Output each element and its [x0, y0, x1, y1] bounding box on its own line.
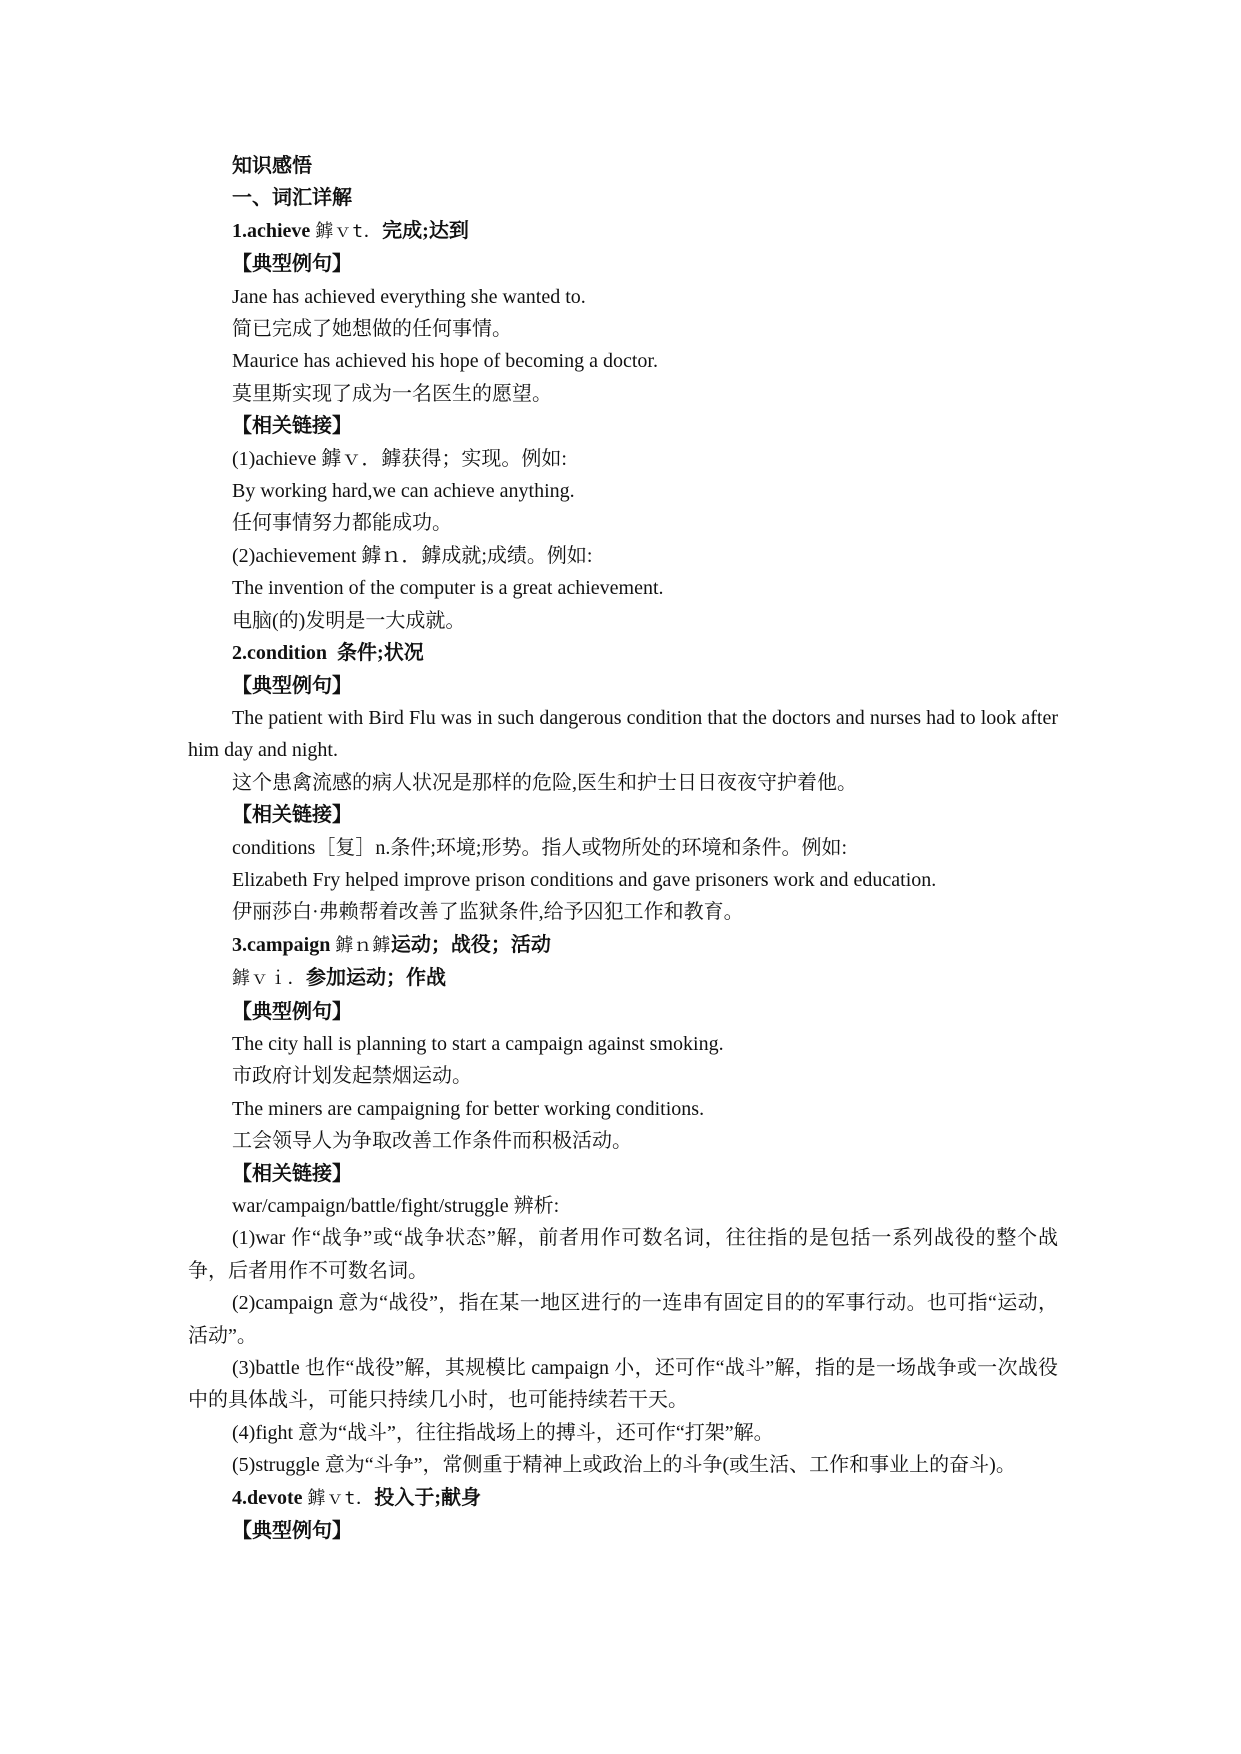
link-line: 任何事情努力都能成功。: [232, 512, 452, 535]
example-label: 【典型例句】: [232, 674, 352, 697]
document-body: [188, 150, 1058, 1547]
link-line: By working hard,we can achieve anything.: [232, 480, 575, 503]
section-heading: 知识感悟: [232, 155, 312, 177]
example-translation: 工会领导人为争取改善工作条件而积极活动。: [232, 1130, 632, 1153]
vocab-entry-campaign-verb: [188, 962, 1058, 995]
link-intro: war/campaign/battle/fight/struggle 辨析:: [232, 1195, 560, 1217]
example-label: 【典型例句】: [232, 253, 352, 276]
example-paragraph: The patient with Bird Flu was in such dangerous condition that the doctors and nurses had to look after him day and night.: [188, 706, 1058, 762]
entry-meaning: 条件;状况: [337, 642, 424, 665]
link-label: 【相关链接】: [232, 1162, 352, 1185]
part-of-speech: 鎼ｖt．: [307, 1487, 375, 1509]
link-line: 伊丽莎白·弗赖帮着改善了监狱条件,给予囚犯工作和教育。: [232, 901, 744, 924]
vocab-entry-achieve: [188, 215, 1058, 248]
entry-word: 4.devote: [232, 1486, 303, 1509]
vocab-entry-campaign: [188, 929, 1058, 962]
link-paragraph: (1)war 作“战争”或“战争状态”解，前者用作可数名词，往往指的是包括一系列战役的整个战争，后者用作不可数名词。: [188, 1227, 1058, 1282]
entry-meaning: 运动；战役；活动: [390, 933, 551, 956]
example-label: 【典型例句】: [232, 1520, 352, 1543]
example-translation: 这个患禽流感的病人状况是那样的危险,医生和护士日日夜夜守护着他。: [232, 771, 857, 794]
example-label: 【典型例句】: [232, 1000, 352, 1023]
entry-word: 1.achieve: [232, 219, 311, 242]
part-of-speech: 鎼ｖｉ．: [232, 968, 306, 990]
example-sentence: The city hall is planning to start a campaign against smoking.: [232, 1032, 724, 1055]
vocab-entry-devote: [188, 1482, 1058, 1515]
link-label: 【相关链接】: [232, 415, 352, 438]
vocab-entry-condition: [188, 637, 1058, 669]
link-label: 【相关链接】: [232, 804, 352, 827]
part-of-speech: 鎼ｖt．: [315, 220, 383, 242]
link-line: 电脑(的)发明是一大成就。: [232, 609, 466, 632]
entry-meaning: 参加运动；作战: [306, 967, 446, 990]
link-paragraph: (2)campaign 意为“战役”，指在某一地区进行的一连串有固定目的的军事行动。也可指“运动，活动”。: [188, 1292, 1058, 1347]
entry-meaning: 完成;达到: [382, 219, 469, 242]
entry-meaning: 投入于;献身: [374, 1486, 482, 1509]
link-line: Elizabeth Fry helped improve prison conditions and gave prisoners work and education.: [232, 868, 937, 891]
part-of-speech: 鎼ｎ鎼: [335, 934, 391, 956]
link-paragraph: (4)fight 意为“战斗”，往往指战场上的搏斗，还可作“打架”解。: [232, 1421, 774, 1444]
example-translation: 莫里斯实现了成为一名医生的愿望。: [232, 382, 552, 405]
link-line: The invention of the computer is a great achievement.: [232, 577, 664, 600]
example-translation: 简已完成了她想做的任何事情。: [232, 318, 512, 341]
link-paragraph: (5)struggle 意为“斗争”，常侧重于精神上或政治上的斗争(或生活、工作和事业上的奋斗)。: [232, 1454, 1016, 1477]
link-line: conditions［复］n.条件;环境;形势。指人或物所处的环境和条件。例如:: [232, 836, 847, 859]
example-sentence: The miners are campaigning for better working conditions.: [232, 1097, 705, 1120]
example-sentence: Jane has achieved everything she wanted to.: [232, 285, 586, 308]
entry-word: 3.campaign: [232, 933, 331, 956]
example-translation: 市政府计划发起禁烟运动。: [232, 1065, 472, 1088]
link-line: (1)achieve 鎼ｖ．鎼获得；实现。例如:: [232, 447, 567, 470]
subheading: 一、词汇详解: [232, 187, 352, 210]
example-sentence: Maurice has achieved his hope of becoming a doctor.: [232, 350, 658, 373]
link-line: (2)achievement 鎼ｎ．鎼成就;成绩。例如:: [232, 544, 593, 567]
link-paragraph: (3)battle 也作“战役”解，其规模比 campaign 小，还可作“战斗”解，指的是一场战争或一次战役中的具体战斗，可能只持续几小时，也可能持续若干天。: [188, 1357, 1058, 1412]
entry-word: 2.condition: [232, 642, 328, 665]
